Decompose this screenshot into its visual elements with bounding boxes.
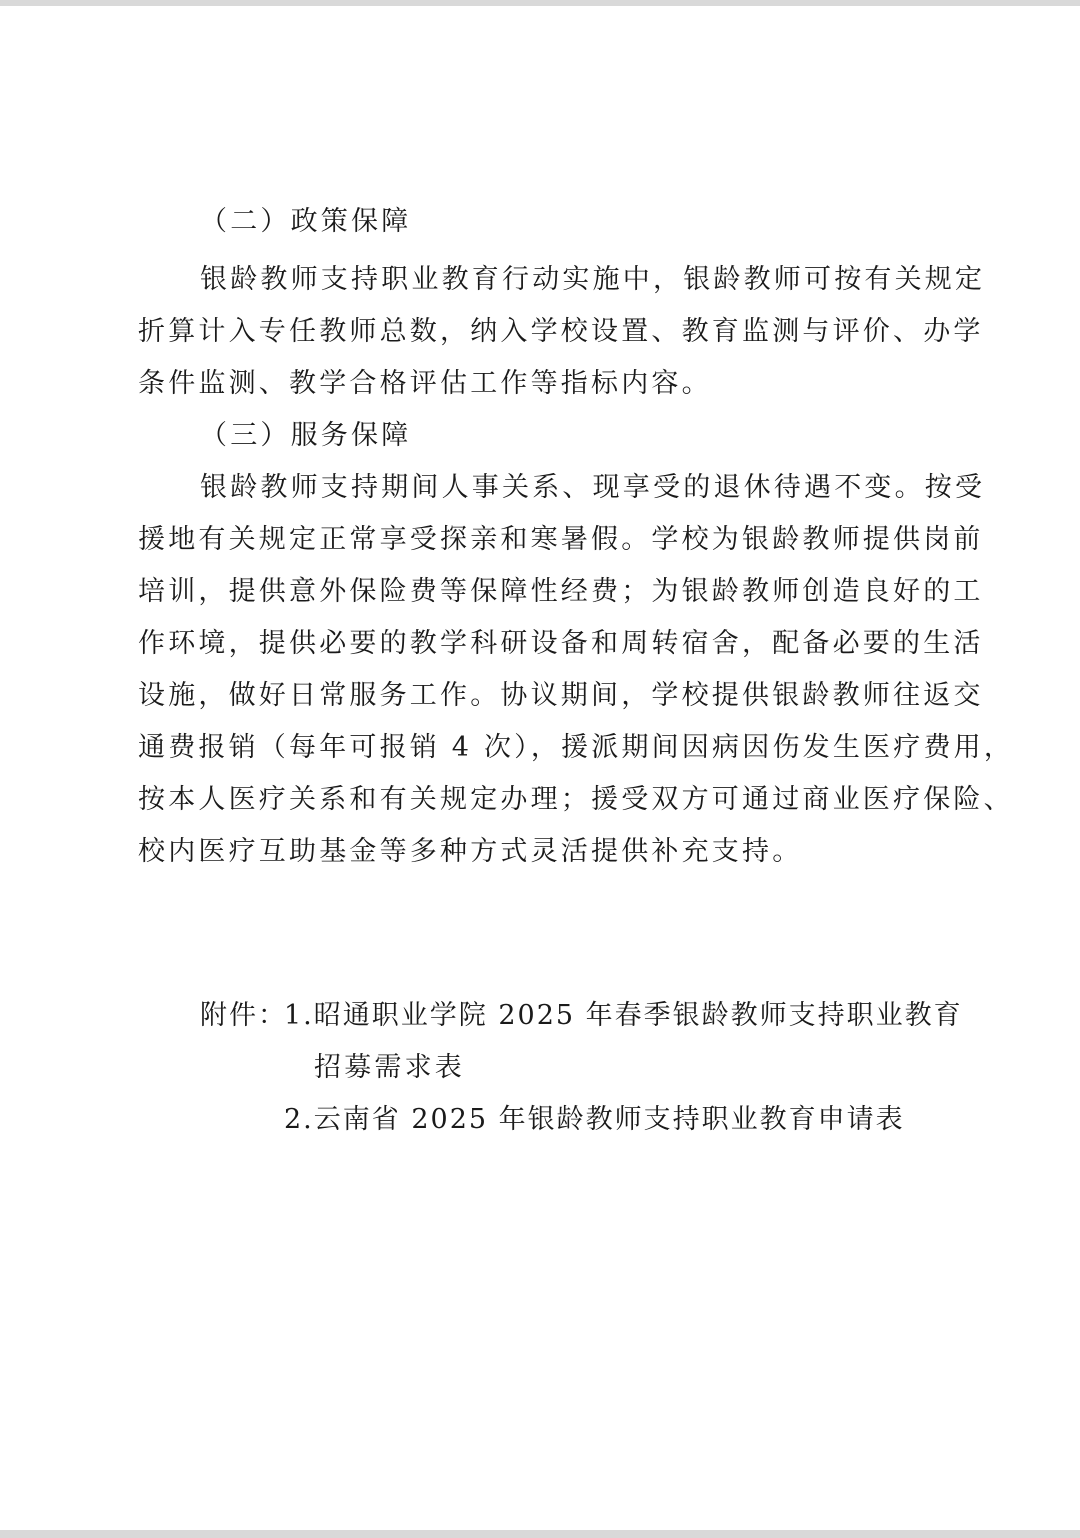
- paragraph-line: 银龄教师支持期间人事关系、现享受的退休待遇不变。按受: [200, 472, 986, 503]
- paragraph-line: 通费报销（每年可报销 4 次），援派期间因病因伤发生医疗费用，: [138, 732, 1015, 763]
- paragraph-line: 条件监测、教学合格评估工作等指标内容。: [138, 368, 712, 399]
- paragraph-line: 按本人医疗关系和有关规定办理；援受双方可通过商业医疗保险、: [138, 784, 1014, 815]
- attachment-item-1: 1.昭通职业学院 2025 年春季银龄教师支持职业教育: [284, 1000, 963, 1031]
- paragraph-line: 作环境，提供必要的教学科研设备和周转宿舍，配备必要的生活: [138, 628, 984, 659]
- paragraph-line: 培训，提供意外保险费等保障性经费；为银龄教师创造良好的工: [138, 576, 984, 607]
- document-page: [0, 6, 1080, 1530]
- attachment-item-1-continued: 招募需求表: [314, 1052, 465, 1083]
- attachment-item-2: 2.云南省 2025 年银龄教师支持职业教育申请表: [284, 1104, 905, 1135]
- paragraph-line: 设施，做好日常服务工作。协议期间，学校提供银龄教师往返交: [138, 680, 984, 711]
- attachment-label: 附件：: [200, 1000, 287, 1031]
- paragraph-line: 校内医疗互助基金等多种方式灵活提供补充支持。: [138, 836, 803, 867]
- paragraph-line: 折算计入专任教师总数，纳入学校设置、教育监测与评价、办学: [138, 316, 984, 347]
- paragraph-line: 银龄教师支持职业教育行动实施中，银龄教师可按有关规定: [200, 264, 986, 295]
- section-heading-policy: （二）政策保障: [200, 206, 412, 237]
- section-heading-service: （三）服务保障: [200, 420, 412, 451]
- paragraph-line: 援地有关规定正常享受探亲和寒暑假。学校为银龄教师提供岗前: [138, 524, 984, 555]
